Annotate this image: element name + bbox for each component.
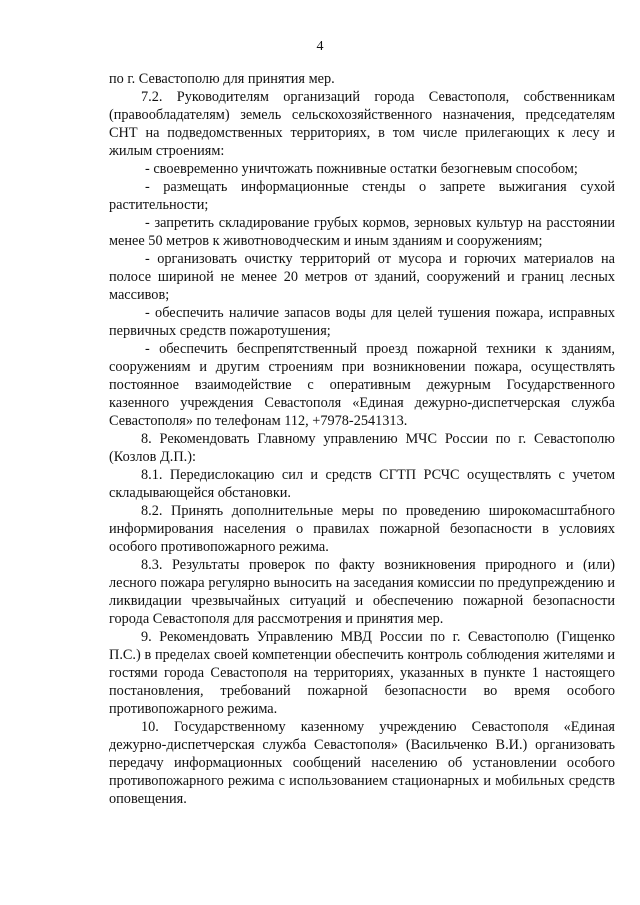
document-body [109,70,615,808]
list-item-water-supply: - обеспечить наличие запасов воды для целей тушения пожара, исправных первичных средств пожаротушения; [109,305,615,339]
page-number: 4 [316,39,324,54]
paragraph-9: 9. Рекомендовать Управлению МВД России по г. Севастополю (Гищенко П.С.) в пределах своей компетенции обеспечить контроль соблюдения жителями и гостями города Севастополя на территориях, указанных в пункте 1 настоящего постановления, требований пожарной безопасности во время особого противопожарного режима. [109,629,615,717]
list-item-fire-access: - обеспечить беспрепятственный проезд пожарной техники к зданиям, сооружениям и другим строениям при возникновении пожара, осуществлять постоянное взаимодействие с оперативным дежурным Государственного казенного учреждения Севастополя «Единая дежурно-диспетчерская служба Севастополя» по телефонам 112, +7978-2541313. [109,341,615,429]
paragraph-continuation: по г. Севастополю для принятия мер. [109,71,335,87]
paragraph-8-1: 8.1. Передислокацию сил и средств СГТП РСЧС осуществлять с учетом складывающейся обстановки. [109,467,615,501]
paragraph-10: 10. Государственному казенному учреждению Севастополя «Единая дежурно-диспетчерская служба Севастополя» (Васильченко В.И.) организовать передачу информационных сообщений населению об установлении особого противопожарного режима с использованием стационарных и мобильных средств оповещения. [109,719,615,807]
list-item-info-stands: - размещать информационные стенды о запрете выжигания сухой растительности; [109,179,615,213]
paragraph-8-2: 8.2. Принять дополнительные меры по проведению широкомасштабного информирования населения о правилах пожарной безопасности в условиях особого противопожарного режима. [109,503,615,555]
paragraph-8-3: 8.3. Результаты проверок по факту возникновения природного и (или) лесного пожара регулярно выносить на заседания комиссии по предупреждению и ликвидации чрезвычайных ситуаций и обеспечению пожарной безопасности города Севастополя для рассмотрения и принятия мер. [109,557,615,627]
list-item-debris-cleanup: - организовать очистку территорий от мусора и горючих материалов на полосе шириной не менее 20 метров от зданий, сооружений и границ лесных массивов; [109,251,615,303]
list-item-stubble: - своевременно уничтожать пожнивные остатки безогневым способом; [145,161,578,177]
paragraph-8: 8. Рекомендовать Главному управлению МЧС России по г. Севастополю (Козлов Д.П.): [109,431,615,465]
paragraph-7-2: 7.2. Руководителям организаций города Севастополя, собственникам (правообладателям) земель сельскохозяйственного назначения, председателям СНТ на подведомственных территориях, в том числе прилегающих к лесу и жилым строениям: [109,89,615,159]
list-item-fodder-storage: - запретить складирование грубых кормов, зерновых культур на расстоянии менее 50 метров к животноводческим и иным зданиям и сооружениям; [109,215,615,249]
